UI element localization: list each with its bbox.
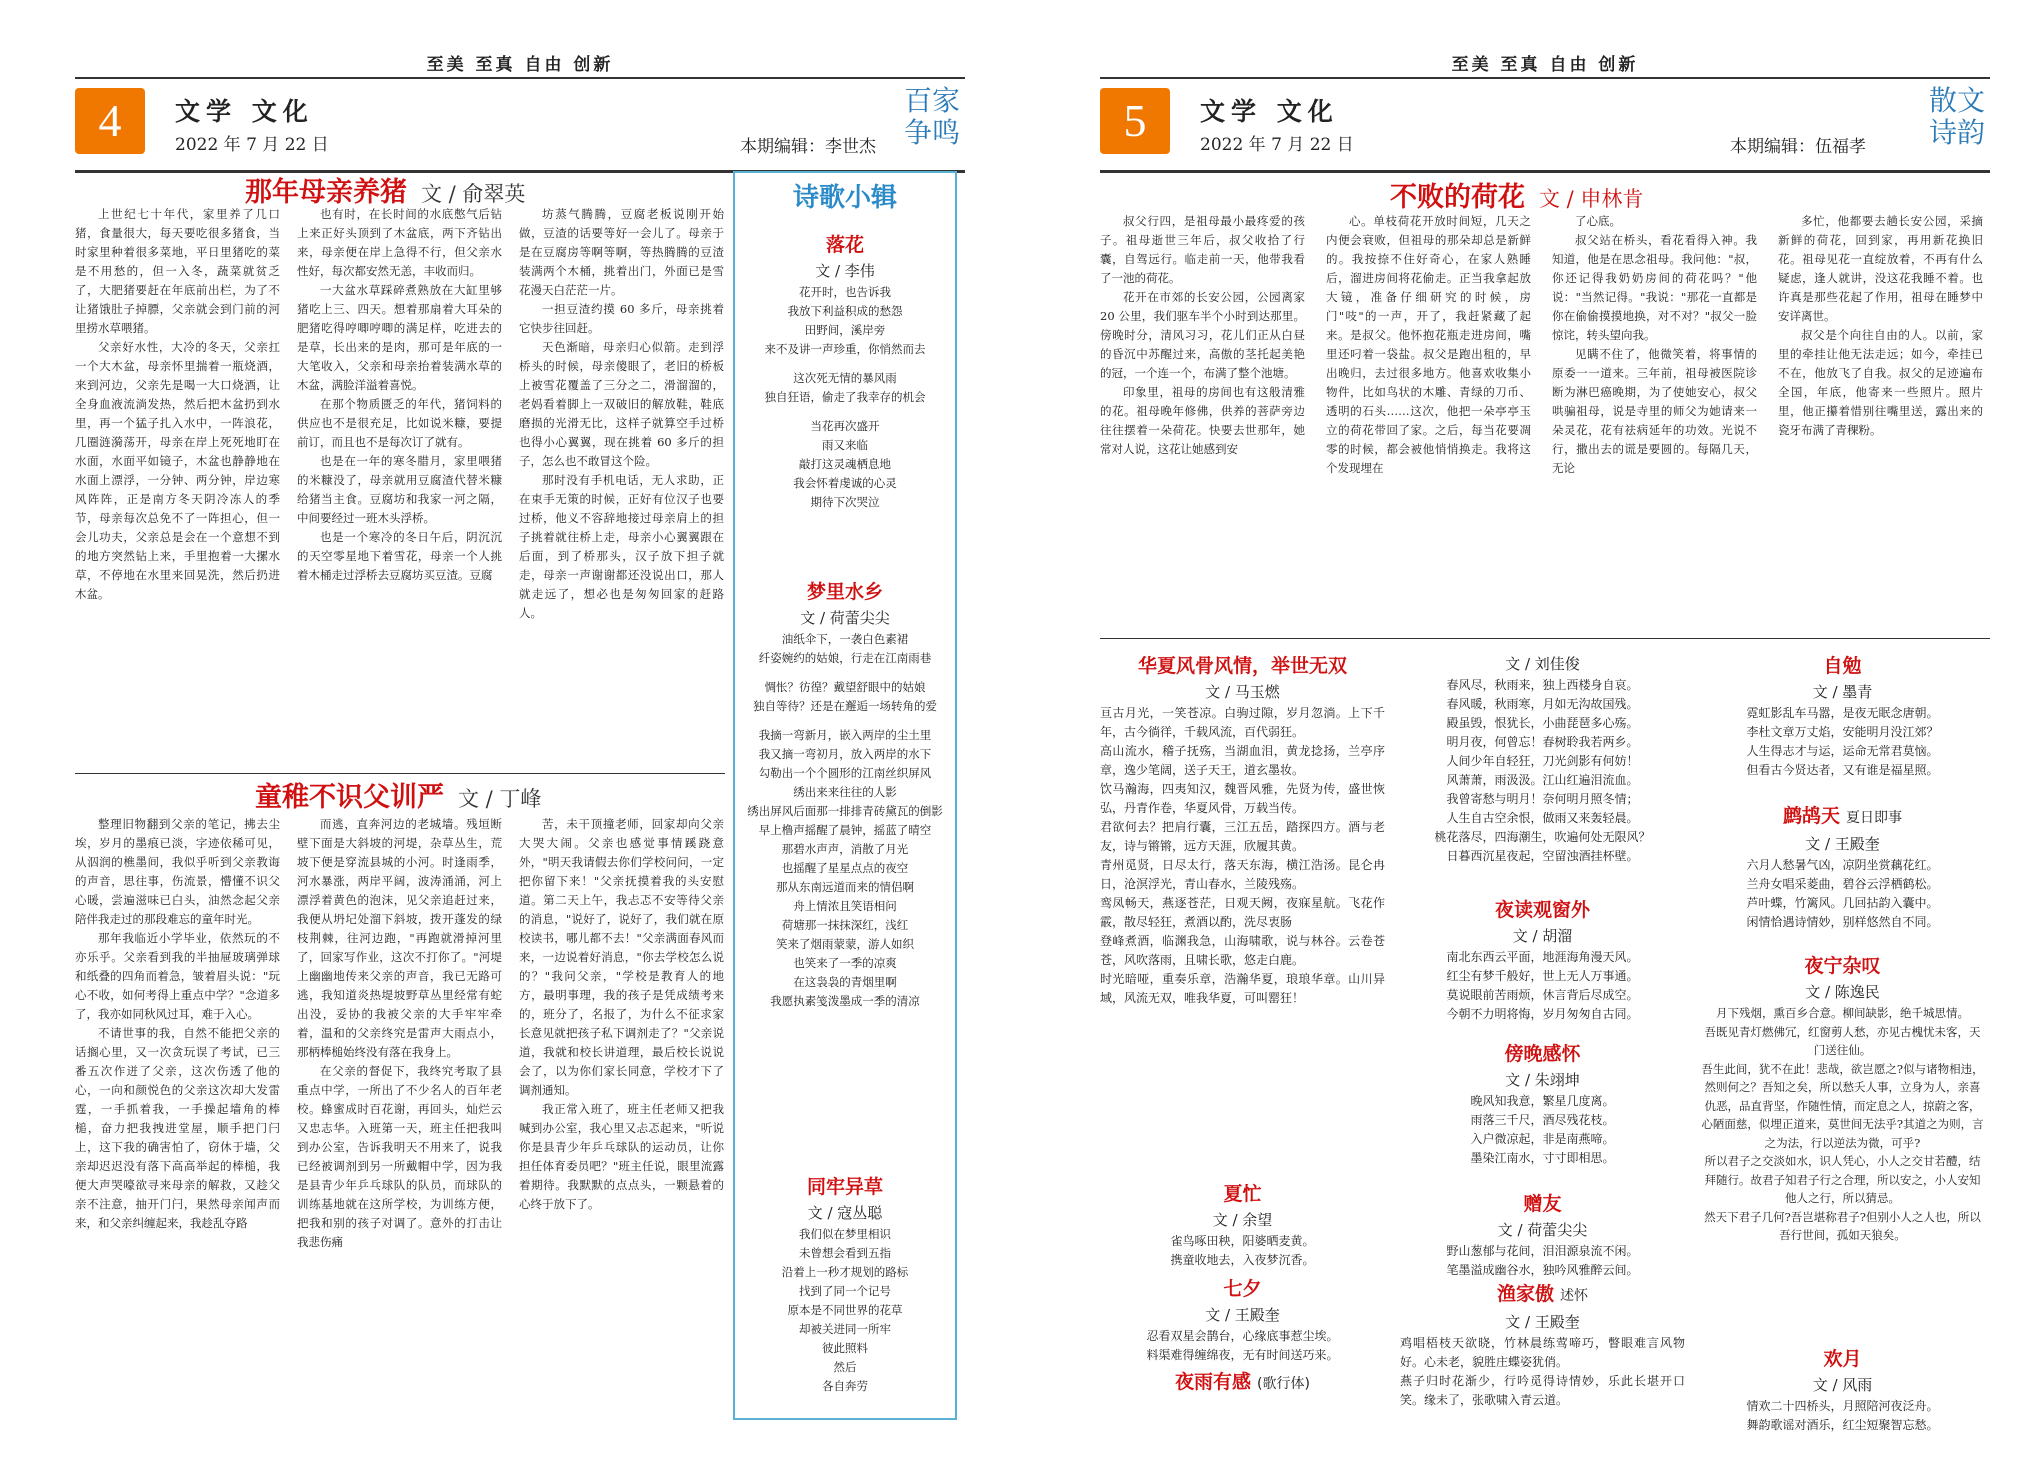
poem-line: 雨又来临 <box>822 438 868 452</box>
poem-author: 文 / 荷蕾尖尖 <box>800 609 890 627</box>
paragraph: 苦，未干顶撞老师，回家却向父亲大哭大闹。父亲也感觉事情蹊跷意外，"明天我请假去你们学校问问，一定把你留下来！"父亲抚摸着我的头安慰道。第二天上午，我忐忑不安等待父亲的消息，"说好了，说好了，我们就在原校读书，哪儿都不去！"父亲满面春风而来，一边说着好消息，"你去学校怎么说的？"我问父亲，"学校是教育人的地方，最明事理，我的孩子是凭成绩考来的，班分了，名报了，为什么不征求家长意见就把孩子私下调剂走了？"父亲说道，我就和校长讲道理，最后校长说说会了，以为你们家长同意，学校才下了调剂通知。 <box>519 817 724 1097</box>
poem-title: 自勉 <box>1823 655 1862 677</box>
poem-author: 文 / 朱翊坤 <box>1505 1071 1580 1089</box>
paragraph: 也是一个寒冷的冬日午后，阴沉沉的天空零星地下着雪花，母亲一个人挑着木桶走过浮桥去豆腐坊买豆渣。豆腐 <box>297 530 502 582</box>
poem-title-text: 鹧鸪天 <box>1782 805 1840 827</box>
poem-line: 情欢二十四桥头，月照陪河夜泛舟。 <box>1746 1399 1939 1413</box>
poem-line: 高山流水，稽子抚殇，当湖血泪，黄龙捻扬，兰亭序章，逸少笔阔，送子天王，道玄墨妆。 <box>1100 744 1385 777</box>
poem-line: 找到了同一个记号 <box>799 1284 891 1298</box>
poem-line: 晚风知我意，繁星几度离。 <box>1470 1094 1615 1108</box>
paragraph: 叔父行四，是祖母最小最疼爱的孩子。祖母逝世三年后，叔父收拾了行囊，自驾远行。临走前一天，他带我看了一池的荷花。 <box>1100 214 1305 285</box>
poem-author: 文 / 刘佳俊 <box>1505 655 1580 673</box>
paragraph: 一担豆渣约摸 60 多斤，母亲挑着它快步往回赶。 <box>519 302 724 335</box>
page-number: 5 <box>1100 88 1170 154</box>
article-column <box>297 205 502 765</box>
poem <box>735 231 955 512</box>
poem-title: 七夕 <box>1223 1278 1262 1300</box>
poem-line: 野山葱郁与花间，泪泪源泉流不闲。 <box>1446 1244 1639 1258</box>
poem-line: 原本是不同世界的花草 <box>787 1303 903 1317</box>
poem-subtitle: (歌行体) <box>1257 1376 1310 1392</box>
poem-line: 雀鸟啄田秧，阳婆晒麦黄。 <box>1170 1234 1315 1248</box>
article-title-text: 那年母亲养猪 <box>245 177 407 208</box>
paragraph: 见瞒不住了，他微笑着，将事情的原委一一道来。三年前，祖母被医院诊断为淋巴癌晚期，为了使她安心，叔父哄骗祖母，说是寺里的师父为她请来一朵灵花，花有祛病延年的功效。光说不行，撒出去的谎是要圆的。每隔几天，无论 <box>1552 347 1757 475</box>
poem-line: 入户微凉起，非是南燕啼。 <box>1470 1132 1615 1146</box>
poem <box>1400 652 1685 866</box>
poem-line: 燕子归时花渐少，行吟觅得诗情妙，乐此长堪开口笑。缘未了，张歌啸入青云道。 <box>1400 1374 1685 1407</box>
poem <box>1100 1275 1385 1365</box>
article-column <box>519 815 724 1415</box>
poem-title: 同牢异草 <box>806 1176 883 1198</box>
poem-line: 饮马瀚海，四夷知汉，魏晋风雅，先贤为传，盛世恢弘，丹青作卷，华夏风骨，万载当传。 <box>1100 782 1385 815</box>
poem-line: 却被关进同一所牢 <box>799 1322 891 1336</box>
poem-author: 文 / 风雨 <box>1812 1376 1873 1394</box>
article-author: 文 / 申林肯 <box>1539 187 1644 211</box>
paragraph: 花开在市郊的长安公园，公园离家 20 公里，我们驱车半个小时到达那里。傍晚时分，清风习习，花儿们正从白昼的昏沉中苏醒过来，高傲的茎托起美艳的冠，一个连一个，布满了整个池塘。 <box>1100 290 1305 380</box>
poem-line: 我放下利益积成的愁怨 <box>787 304 903 318</box>
poem-line: 李杜文章万丈焰，安能明月没江郊？ <box>1746 725 1939 739</box>
poem-line: 所以君子之交淡如水，识人凭心，小人之交甘若醴，结拜随行。故君子知君子行之合理，所以安之，小人安知他人之行，所以猜忌。 <box>1704 1154 1981 1205</box>
editor-credit: 本期编辑：李世杰 <box>740 137 876 157</box>
poem-subtitle: 述怀 <box>1560 1288 1588 1304</box>
column-label <box>1929 85 1985 149</box>
poem-line: 也摇醒了星星点点的夜空 <box>781 861 909 875</box>
section-title: 文学 文化 <box>1200 97 1339 126</box>
poem-author: 文 / 李伟 <box>815 262 875 280</box>
paragraph: 在那个物质匮乏的年代，猪饲料的供应也不是很充足，比如说米糠，要提前订，而且也不是每次订了就有。 <box>297 397 502 449</box>
poem-line: 那从东南远道而来的情侣啊 <box>776 880 914 894</box>
poem-line: 兰舟女唱采菱曲，碧谷云浮栖鹤松。 <box>1746 877 1939 891</box>
poem-line: 期待下次哭泣 <box>810 495 880 509</box>
column-label-line: 争鸣 <box>903 116 960 149</box>
paragraph: 父亲好水性，大冷的冬天，父亲扛一个大木盆，母亲怀里揣着一瓶烧酒，来到河边，父亲先是喝一大口烧酒，让全身血液流淌发热，然后把木盆扔到水里，再一个猛子扎入水中，一阵浪花，几圈涟漪荡开，母亲在岸上死死地盯在水面，水面平如镜子，木盆也静静地在水面上漂浮，一分钟、两分钟，岸边寒风阵阵，正是南方冬天阴冷冻人的季节，母亲每次总免不了一阵担心，但一会儿功夫，父亲总是会在一个意想不到的地方突然钻上来，手里抱着一大摞水草，不停地在水里来回晃洗，然后扔进木盆。 <box>75 340 280 601</box>
header-rule-thick <box>1100 170 1990 173</box>
poem-line: 春风尽，秋雨来，独上西楼身自哀。 <box>1446 678 1639 692</box>
poem-line: 舞韵歌谣对酒乐，红尘短聚智忘愁。 <box>1746 1418 1939 1432</box>
article-title <box>1390 175 1643 214</box>
column-label-line: 诗韵 <box>1928 116 1985 149</box>
poem-line: 日暮西沉星夜起，空留浊酒挂杯壁。 <box>1446 849 1639 863</box>
article-column <box>1100 212 1305 632</box>
article-column <box>519 205 724 765</box>
poem-author: 文 / 荷蕾尖尖 <box>1497 1221 1588 1239</box>
poem-line: 忍看双星会鹊台，心缘底事惹尘埃。 <box>1146 1329 1339 1343</box>
header-rule <box>1100 77 1990 79</box>
poem-line: 这次死无情的暴风雨 <box>793 371 897 385</box>
poem-author: 文 / 墨青 <box>1812 683 1873 701</box>
paragraph: 天色渐暗，母亲归心似箭。走到浮桥头的时候，母亲傻眼了，老旧的桥板上被雪花覆盖了三分之二，滑溜溜的，老妈看着脚上一双破旧的解放鞋，鞋底磨损的光滑无比，这样子就算空手过桥也得小心翼翼，现在挑着 60 多斤的担子，怎么也不敢冒这个险。 <box>519 340 724 468</box>
poem-line: 沿着上一秒才规划的路标 <box>781 1265 909 1279</box>
paragraph: 我正常入班了，班主任老师又把我喊到办公室，我心里又忐忑起来，"听说你是县青少年乒乓球队的运动员，让你担任体育委员吧？"班主任说，眼里流露着期待。我默默的点点头，一颗悬着的心终于放下了。 <box>519 1102 724 1211</box>
poem-line: 笑来了烟雨蒙蒙，游人如织 <box>776 937 914 951</box>
article-column <box>1552 212 1757 632</box>
poem-line: 也笑来了一季的凉爽 <box>793 956 897 970</box>
poem-title-text: 夜雨有感 <box>1175 1371 1252 1393</box>
poem-line: 我又摘一弯初月，放入两岸的水下 <box>758 747 932 761</box>
paragraph: 而逃，直奔河边的老城墙。残垣断壁下面是大斜坡的河堤，杂草丛生，荒坡下便是穿流县城的小河。时逢雨季，河水暴涨，两岸平阔，波涛涌涌，河上漂浮着黄色的泡沫，见父亲追赶过来，我便从坍圮处溜下斜坡，拨开蓬发的绿枝荆棘，往河边跑，"再跑就滑掉河里了，回家写作业，这次不打你了。"河堤上幽幽地传来父亲的声音，我已无路可逃，我知道炎热堤坡野草丛里经常有蛇出没，妥协的我被父亲的大手牢牢牵着，温和的父亲终究是雷声大雨点小，那柄棒槌始终没有落在我身上。 <box>297 817 502 1059</box>
poem <box>1100 1368 1385 1398</box>
poem-title: 欢月 <box>1823 1348 1862 1370</box>
article-column <box>75 815 280 1415</box>
poem-line: 独自狂语，偷走了我幸存的机会 <box>764 390 926 404</box>
poem-line: 彼此照料 <box>822 1341 868 1355</box>
column-label-line: 百家 <box>903 84 960 117</box>
column-label <box>904 85 960 149</box>
section-title: 文学 文化 <box>175 97 314 126</box>
poem-line: 惆怅？彷徨？戴望舒眼中的姑娘 <box>764 680 926 694</box>
poem-line: 风萧萧，雨汲汲。江山红遍泪流血。 <box>1446 773 1639 787</box>
poem-body <box>1400 1334 1685 1410</box>
paragraph: 叔父站在桥头，看花看得入神。我知道，他是在思念祖母。我问他："叔，你还记得我奶奶房间的荷花吗？"他说："当然记得。"我说："那花一直都是你在偷偷摸摸地换，对不对？"叔父一脸惊诧，转头望向我。 <box>1552 233 1757 342</box>
poem <box>1100 652 1385 1008</box>
poem-line: 芦叶蝶，竹篱风。几回拈韵入囊中。 <box>1746 896 1939 910</box>
poem <box>1700 802 1985 932</box>
poem <box>1700 652 1985 780</box>
poem-line: 月下残烟，熏百乡合意。柳间缺影，绝千城思情。 <box>1716 1006 1969 1020</box>
poem-line: 纤姿婉约的姑娘，行走在江南雨巷 <box>758 651 932 665</box>
poem-line: 敲打这灵魂栖息地 <box>799 457 891 471</box>
section-divider <box>1100 638 1990 639</box>
poem-title: 夜读观窗外 <box>1494 899 1590 921</box>
paragraph: 那时没有手机电话，无人求助，正在束手无策的时候，正好有位汉子也要过桥，他义不容辞地接过母亲肩上的担子挑着就往桥上走，母亲小心翼翼跟在后面，到了桥那头，汉子放下担子就走，母亲一声谢谢都还没说出口，那人就走远了，想必也是匆匆回家的赶路人。 <box>519 473 724 620</box>
paragraph: 印象里，祖母的房间也有这般清雅的花。祖母晚年修佛，供养的菩萨旁边往往摆着一朵荷花。快要去世那年，她常对人说，这花让她感到安 <box>1100 385 1305 456</box>
poem-line: 鸾凤畅天，燕逐苍茫，日观天阙，夜寐星航。飞花作霰，散尽轻狂，煮酒以酌，洗尽衷肠 <box>1100 896 1385 929</box>
section-divider <box>75 773 725 774</box>
editor-credit: 本期编辑：伍福孝 <box>1730 137 1866 157</box>
poem-line: 我们似在梦里相识 <box>799 1227 891 1241</box>
poem-line: 南北东西云平面，地涯海角漫天风。 <box>1446 950 1639 964</box>
poem-line: 桃花落尽，四海潮生，吹遍何处无限风？ <box>1434 830 1651 844</box>
paragraph: 坊蒸气腾腾，豆腐老板说刚开始做，豆渣的话要等好一会儿了。母亲于是在豆腐房等啊等啊，等热腾腾的豆渣装满两个木桶，挑着出门，外面已是雪花漫天白茫茫一片。 <box>519 207 724 297</box>
poem-title: 赠友 <box>1523 1193 1562 1215</box>
paragraph: 整理旧物翻到父亲的笔记，拂去尘埃，岁月的墨痕已淡，字迹依稀可见，从泅润的樵墨间，我似乎听到父亲教诲的声音，思往事，伤流景，懵懂不识父心暖，尝遍滋味已白头，油然念起父亲陪伴我走过的那段难忘的童年时光。 <box>75 817 280 926</box>
poem-line: 然后 <box>833 1360 857 1374</box>
poem-line: 油纸伞下，一袭白色素裙 <box>781 632 909 646</box>
poem-line: 我愿执素笺泼墨成一季的清凉 <box>770 994 920 1008</box>
poem <box>1700 1345 1985 1435</box>
paragraph: 心。单枝荷花开放时间短，几天之内便会衰败，但祖母的那朵却总是新鲜的。我按捺不住好奇心，在家人熟睡后，溜进房间将花偷走。正当我拿起放大镜，准备仔细研究的时候，房门"吱"的一声，开了，我赶紧藏了起来。是叔父。他怀抱花瓶走进房间，嘴里还叼着一袋盐。叔父是跑出租的，早出晚归，去过很多地方。他喜欢收集小物件，比如鸟状的木雕、青绿的刀币、透明的石头……这次，他把一朵亭亭玉立的荷花带回了家。之后，每当花要凋零的时候，都会被他悄悄换走。我将这个发现埋在 <box>1326 214 1531 475</box>
motto: 至美 至真 自由 创新 <box>426 55 614 75</box>
poem-line: 红尘有梦千般好，世上无人万事通。 <box>1446 969 1639 983</box>
poem-line: 君欲何去？把肩行囊，三江五岳，踏探四方。酒与老友，诗与锵锵，远方天涯，欣履其黄。 <box>1100 820 1385 853</box>
poem-line: 舟上情浓且笑语相问 <box>793 899 897 913</box>
poem-line: 莫说眼前苦雨烦，休言背后尽成空。 <box>1446 988 1639 1002</box>
article-author: 文 / 丁峰 <box>458 787 542 811</box>
poem-line: 吾既见青灯燃佛冗，红窗剪人愁，亦见古槐忧未客，天门送往仙。 <box>1704 1024 1981 1057</box>
poem <box>1400 1040 1685 1168</box>
poetry-sidebar-title: 诗歌小辑 <box>792 183 897 213</box>
poem-line: 青州觅贤，日尽太行，落天东海，横江浩汤。昆仑冉日，沧溟浮光，青山春水，兰陵残殇。 <box>1100 858 1385 891</box>
article-title <box>255 775 541 814</box>
poem-line: 人间少年自轻狂，刀光剑影有何妨！ <box>1446 754 1639 768</box>
motto: 至美 至真 自由 创新 <box>1451 55 1639 75</box>
poem-author: 文 / 王殿奎 <box>1205 1306 1280 1324</box>
article-column <box>75 205 280 765</box>
poem-line: 勾勒出一个个圆形的江南丝织屏风 <box>758 766 932 780</box>
poem-line: 未曾想会看到五指 <box>799 1246 891 1260</box>
poem-line: 今朝不力明将悔，岁月匆匆自古同。 <box>1446 1007 1639 1021</box>
poem-title <box>1400 1280 1685 1310</box>
poem-title: 夜宁杂叹 <box>1804 955 1881 977</box>
poem-line: 明月夜，何曾忘！春树聆我若两乡。 <box>1446 735 1639 749</box>
poem-author: 文 / 寇丛聪 <box>807 1204 883 1222</box>
article-title <box>245 170 525 209</box>
poem-line: 那碧水声声，消散了月光 <box>781 842 909 856</box>
poem-line: 鸡唱梧枝天欲晓，竹林晨练莺啼巧，瞥眼难言风物好。心未老，貌胜庄蝶姿犹俏。 <box>1400 1336 1685 1369</box>
poem <box>1400 896 1685 1024</box>
poem-line: 田野间，溪岸旁 <box>804 323 886 337</box>
poem-title: 梦里水乡 <box>806 581 883 603</box>
poem-line: 人生得志才与运，运命无常君莫恼。 <box>1746 744 1939 758</box>
poem-title <box>1100 1368 1385 1398</box>
newspaper-page-5 <box>1100 40 1990 1440</box>
poem-author: 文 / 余望 <box>1212 1211 1273 1229</box>
page-date: 2022 年 7 月 22 日 <box>1200 135 1354 155</box>
poem-author: 文 / 胡溜 <box>1512 927 1573 945</box>
poem-title: 夏忙 <box>1223 1183 1262 1205</box>
poem-line: 绣出屏风后面那一排排青砖黛瓦的倒影 <box>747 804 943 818</box>
poem <box>1700 952 1985 1245</box>
poem-line: 笔墨溢成幽谷水，独吟风雅醉云间。 <box>1446 1263 1639 1277</box>
poem <box>735 578 955 1011</box>
paragraph: 也有时，在长时间的水底憋气后钻上来正好头顶到了木盆底，两下齐钻出来，母亲便在岸上急得不行，但父亲水性好，每次都安然无恙，丰收而归。 <box>297 207 502 278</box>
poem-line: 春风暖，秋雨寒，月如无沟故国残。 <box>1446 697 1639 711</box>
poem-line: 墨染江南水，寸寸即相思。 <box>1470 1151 1615 1165</box>
poem-title <box>1700 802 1985 832</box>
poem-line: 各自奔劳 <box>822 1379 868 1393</box>
poem-line: 料渠难得缠绵夜，无有时间送巧来。 <box>1146 1348 1339 1362</box>
poem-body <box>1100 704 1385 1008</box>
header-rule <box>75 77 965 79</box>
poem-line: 早上橹声摇醒了晨钟，摇蓝了晴空 <box>758 823 932 837</box>
article-title-text: 童稚不识父训严 <box>255 782 444 813</box>
paragraph: 在父亲的督促下，我终究考取了县重点中学，一所出了不少名人的百年老校。蜂蜜成时百花谢，再回头，灿烂云又忠志华。入班第一天，班主任把我叫到办公室，告诉我明天不用来了，说我已经被调剂到另一所戴帽中学，因为我是县青少年乒乓球队的队员，而球队的训练基地就在这所学校，为训练方便，把我和别的孩子对调了。意外的打击让我悲伤痛 <box>297 1064 502 1249</box>
paragraph: 也是在一年的寒冬腊月，家里喂猪的米糠没了，母亲就用豆腐渣代替米糠给猪当主食。豆腐坊和我家一河之隔，中间要经过一班木头浮桥。 <box>297 454 502 525</box>
article-column <box>1326 212 1531 632</box>
poem-line: 在这袅袅的青烟里啊 <box>793 975 897 989</box>
poem-line: 当花再次盛开 <box>810 419 880 433</box>
poem-line: 携童收地去，入夜梦沉香。 <box>1170 1253 1315 1267</box>
paragraph: 一大盆水草踩碎煮熟放在大缸里够猪吃上三、四天。想着那扇着大耳朵的肥猪吃得哼唧哼唧的满足样，吃进去的是草，长出来的是肉，那可是年底的一大笔收入，父亲和母亲抬着装满水草的木盆，满脸洋溢着喜悦。 <box>297 283 502 392</box>
poem-author: 文 / 马玉燃 <box>1205 683 1280 701</box>
poem-title: 落花 <box>825 234 864 256</box>
column-label-line: 散文 <box>1928 84 1985 117</box>
poem-line: 荷塘那一抹抹深红，浅红 <box>781 918 909 932</box>
poem-line: 六月人愁暑气凶，凉阴坐赏藕花红。 <box>1746 858 1939 872</box>
poem <box>1400 1280 1685 1410</box>
poem-line: 吾生此间，犹不在此！悲哉，欲岂愿之?似与诸物相违，然则何之？吾知之矣，所以愁夭人事，立身为人，亲喜仇恶，品直背坚，作随性情，而定息之人，掠蔚之客，心陋面慈，似埋正道来，莫世间无法乎?其道之为则，言之为法，行以逆法为微，可乎? <box>1701 1061 1984 1150</box>
article-author: 文 / 俞翠英 <box>421 182 526 206</box>
paragraph: 那年我临近小学毕业，依然玩的不亦乐乎。父亲看到我的半抽屉玻璃弹球和纸叠的四角而着急，皱着眉头说："玩心不收，如何考得上重点中学？"念道多了，我亦如同秋风过耳，难于入心。 <box>75 931 280 1021</box>
poem-line: 雨落三千尺，酒尽残花枝。 <box>1470 1113 1615 1127</box>
poem-line: 闲情恰遇诗情妙，别样悠然自不同。 <box>1746 915 1939 929</box>
poem-line: 绣出来来往往的人影 <box>793 785 897 799</box>
poem-author: 文 / 陈逸民 <box>1805 983 1880 1001</box>
paragraph: 叔父是个向往自由的人。以前，家里的牵挂让他无法走远；如今，牵挂已不在，他放飞了自我。叔父的足迹遍布全国，年底，他寄来一些照片。照片里，他正攥着惜别往嘴里送，露出来的瓷牙布满了青稞粉。 <box>1778 328 1983 437</box>
poem-line: 亘古月光，一笑苍凉。白驹过隙，岁月忽淌。上下千年，古今徜徉，千载风流，百代弱狂。 <box>1100 706 1385 739</box>
poem-title: 傍晚感怀 <box>1504 1043 1581 1065</box>
poem-subtitle: 夏日即事 <box>1846 810 1902 826</box>
poem-line: 独自等待？还是在邂逅一场转角的爱 <box>753 699 937 713</box>
poem-line: 时光暗哑，重奏乐章，浩瀚华夏，琅琅华章。山川异域，风流无双，唯我华夏，可叫罂狂！ <box>1100 972 1385 1005</box>
poetry-sidebar <box>733 171 957 1420</box>
page-date: 2022 年 7 月 22 日 <box>175 135 329 155</box>
paragraph: 上世纪七十年代，家里养了几口猪，食量很大，每天要吃很多猪食，当时家里种着很多菜地，平日里猪吃的菜是不用愁的，但一入冬，蔬菜就贫乏了，大肥猪要赶在年底前出栏，为了不让猪饿肚子掉膘，父亲就会到门前的河里捞水草喂猪。 <box>75 207 280 335</box>
poem-line: 人生自古空余恨，做雨又来轰轻晨。 <box>1446 811 1639 825</box>
poem <box>1100 1180 1385 1270</box>
poem-author: 文 / 王殿奎 <box>1505 1313 1580 1331</box>
poem-line: 来不及讲一声珍重，你悄然而去 <box>764 342 926 356</box>
poem-body <box>1700 1004 1985 1245</box>
poem-line: 然天下君子几何?吾岂堪称君子?但别小人之人也，所以吾行世间，孤如天狼矣。 <box>1704 1209 1981 1242</box>
poem-title-text: 渔家傲 <box>1496 1283 1554 1305</box>
article-column <box>297 815 502 1415</box>
poem <box>735 1173 955 1396</box>
poem-line: 花开时，也告诉我 <box>799 285 891 299</box>
page-number: 4 <box>75 88 145 154</box>
newspaper-page-4 <box>75 40 965 1440</box>
poem-line: 殿虽毁，恨犹长，小曲琵琶多心殇。 <box>1446 716 1639 730</box>
poem-line: 霓虹影乱车马嚣，是夜无眠念唐朝。 <box>1746 706 1939 720</box>
poem-line: 我摘一弯新月，嵌入两岸的尘土里 <box>758 728 932 742</box>
paragraph: 多忙，他都要去趟长安公园，采摘新鲜的荷花，回到家，再用新花换旧花。祖母见花一直绽放着，不再有什么疑虑，逢人就讲，没这花我睡不着。也许真是那些花起了作用，祖母在睡梦中安详离世。 <box>1778 214 1983 323</box>
poem <box>1400 1190 1685 1280</box>
poem-title: 华夏风骨风情，举世无双 <box>1137 655 1347 677</box>
paragraph: 不请世事的我，自然不能把父亲的话搁心里，又一次贪玩误了考试，已三番五次作迸了父亲，这次伤透了他的心，一向和颜悦色的父亲这次却大发雷霆，一手抓着我，一手操起墙角的棒槌，奋力把我拽进堂屋，顺手把门闩上，这下我的确害怕了，窃休于墙，父亲却迟迟没有落下高高举起的棒槌，我便大声哭嚎欲寻来母亲的解救，又趁父亲不注意，抽开门闩，果然母亲闻声而来，和父亲纠缠起来，我趁乱夺路 <box>75 1026 280 1230</box>
poem-line: 我曾寄愁与明月！奈何明月照冬情； <box>1446 792 1639 806</box>
poem-line: 我会怀着虔诚的心灵 <box>793 476 897 490</box>
paragraph: 了心底。 <box>1575 214 1621 228</box>
poem-line: 登峰煮酒，临渊我急，山海啸歌，说与林谷。云卷苍苍，风吹落雨，且啸长歌，悠走白鹿。 <box>1100 934 1385 967</box>
article-title-text: 不败的荷花 <box>1390 182 1525 213</box>
poem-author: 文 / 王殿奎 <box>1805 835 1880 853</box>
poem-line: 但看古今贤达者，又有谁是福星照。 <box>1746 763 1939 777</box>
article-column <box>1778 212 1983 632</box>
